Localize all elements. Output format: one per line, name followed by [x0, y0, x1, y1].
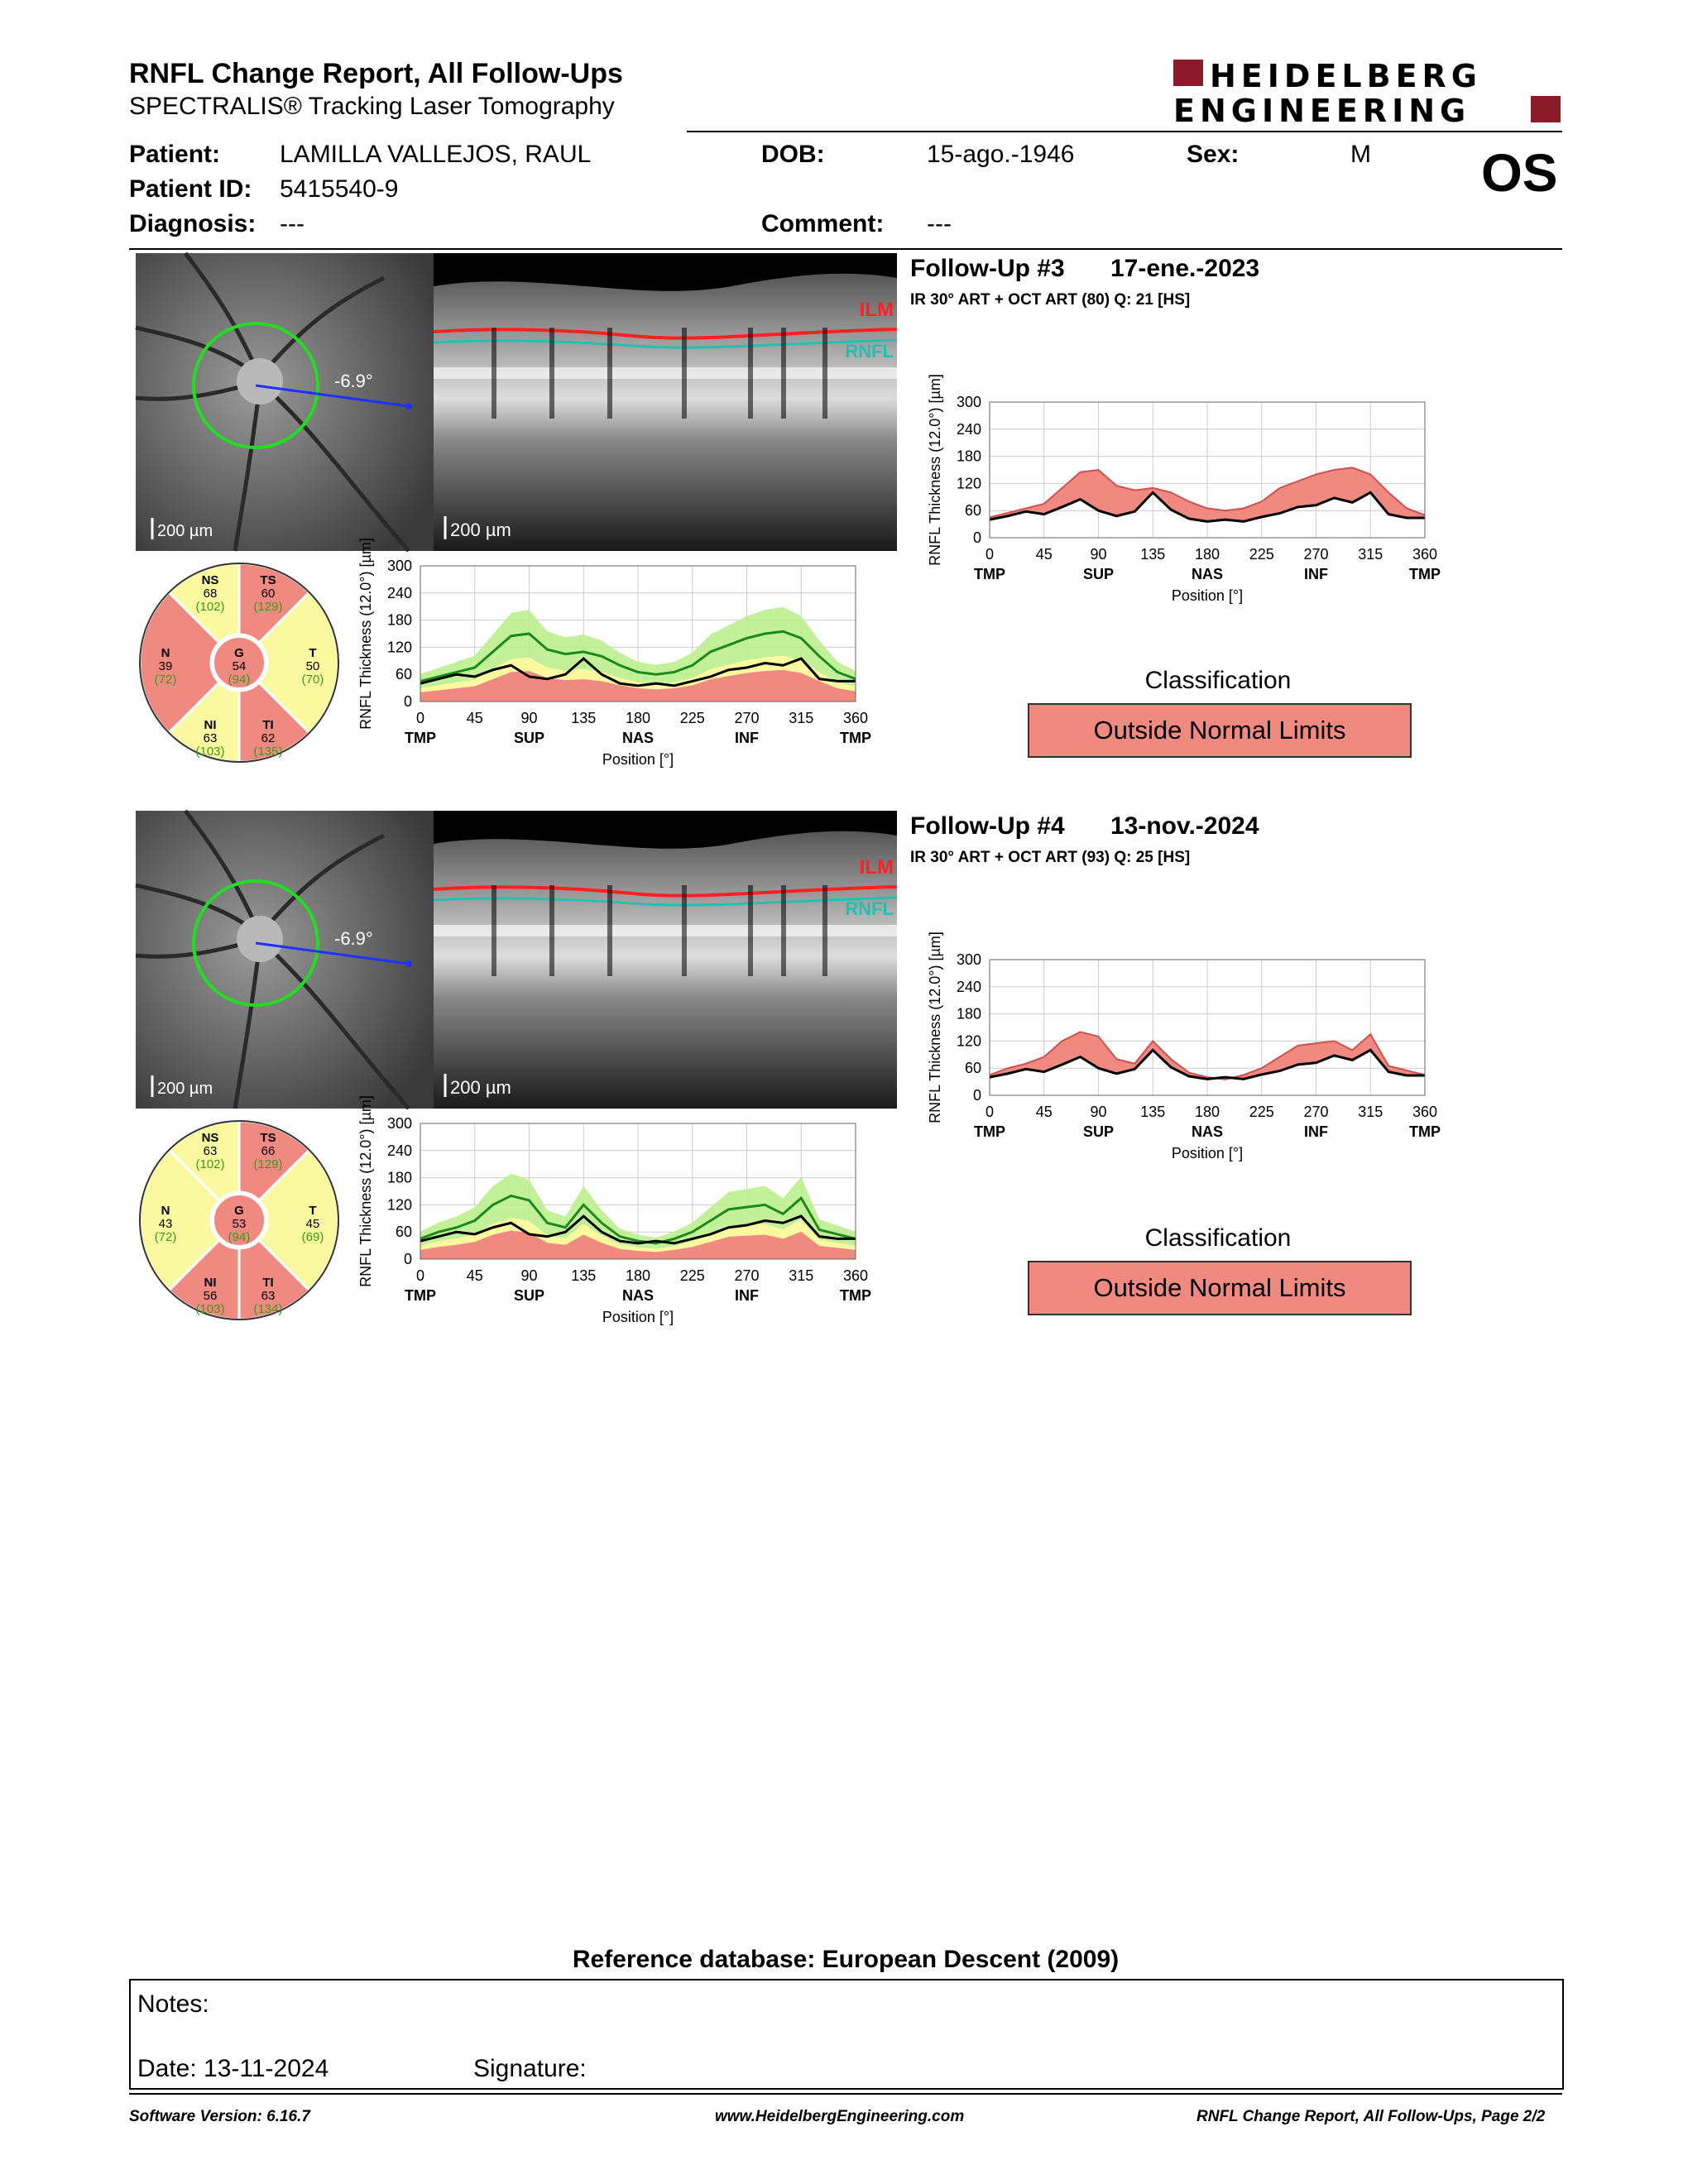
- x-axis-label: Position [°]: [1171, 587, 1244, 604]
- rnfl-label: RNFL: [845, 898, 894, 919]
- vessel-shadow: [822, 885, 827, 976]
- sector-value-ni: 63: [203, 731, 218, 745]
- scan-info: IR 30° ART + OCT ART (93) Q: 25 [HS]: [910, 849, 1191, 866]
- sector-ref-ni: (103): [195, 745, 225, 759]
- sector-axis-label: TMP: [405, 1287, 436, 1304]
- fundus-background: [136, 811, 434, 1109]
- x-tick-label: 45: [466, 710, 483, 726]
- y-tick-label: 240: [386, 1142, 412, 1159]
- ilm-label: ILM: [859, 299, 894, 321]
- y-tick-label: 300: [956, 394, 981, 410]
- x-tick-label: 225: [679, 710, 705, 726]
- patient-rule: [129, 248, 1562, 250]
- sector-axis-label: INF: [735, 1287, 759, 1304]
- rnfl-thickness-chart: [920, 932, 1441, 1183]
- comment-label: Comment:: [761, 210, 885, 237]
- patient-id-value: 5415540-9: [280, 175, 399, 203]
- fundus-ir-image: [136, 253, 434, 551]
- sector-value-ts: 66: [261, 1144, 276, 1158]
- x-tick-label: 225: [1249, 546, 1274, 563]
- sector-value-t: 50: [305, 659, 320, 673]
- x-tick-label: 0: [985, 546, 995, 563]
- diagnosis-value: ---: [280, 210, 305, 237]
- sector-axis-label: TMP: [974, 1123, 1005, 1140]
- sector-axis-label: TMP: [974, 566, 1005, 582]
- x-tick-label: 225: [679, 1267, 705, 1284]
- followup-date: 13-nov.-2024: [1110, 812, 1259, 840]
- x-tick-label: 270: [734, 710, 760, 726]
- y-tick-label: 0: [972, 1087, 981, 1104]
- angle-label: -6.9°: [334, 928, 373, 949]
- sector-ref-t: (70): [301, 673, 324, 687]
- vessel-shadow: [492, 885, 496, 976]
- vessel-shadow: [781, 885, 786, 976]
- x-tick-label: 0: [985, 1104, 995, 1120]
- sector-value-g: 54: [232, 659, 247, 673]
- sector-label-t: T: [309, 1204, 317, 1218]
- vessel-shadow: [682, 328, 687, 419]
- sector-axis-label: TMP: [1409, 566, 1441, 582]
- sector-label-g: G: [234, 1204, 244, 1218]
- y-axis-label: RNFL Thickness (12.0°) [µm]: [927, 932, 943, 1123]
- sector-axis-label: INF: [735, 730, 759, 746]
- y-tick-label: 240: [386, 584, 412, 601]
- y-axis-label: RNFL Thickness (12.0°) [µm]: [357, 538, 374, 730]
- sector-ref-ti: (134): [253, 1302, 283, 1316]
- vessel-shadow: [607, 328, 612, 419]
- sector-axis-label: TMP: [405, 730, 436, 746]
- logo-line-1: HEIDELBERG: [1210, 58, 1482, 94]
- signature-label: Signature:: [473, 2055, 587, 2082]
- y-tick-label: 120: [956, 475, 981, 492]
- y-tick-label: 60: [964, 1060, 981, 1077]
- company-logo: [1173, 58, 1562, 127]
- vessel-shadow: [492, 328, 496, 419]
- x-tick-label: 180: [625, 710, 651, 726]
- x-tick-label: 180: [1194, 1104, 1220, 1120]
- sector-ref-n: (72): [154, 1230, 177, 1244]
- x-tick-label: 45: [1035, 1104, 1053, 1120]
- x-tick-label: 360: [842, 710, 869, 726]
- sector-label-ti: TI: [262, 718, 274, 732]
- y-tick-label: 180: [956, 448, 981, 465]
- sex-value: M: [1350, 141, 1371, 168]
- x-tick-label: 270: [1303, 1104, 1329, 1120]
- sector-axis-label: TMP: [1409, 1123, 1441, 1140]
- followup-heading: Follow-Up #3: [910, 255, 1065, 282]
- notes-label: Notes:: [137, 1990, 209, 2018]
- sector-value-g: 53: [232, 1217, 247, 1231]
- y-tick-label: 180: [386, 1169, 412, 1186]
- sector-axis-label: NAS: [621, 1287, 655, 1304]
- sector-ref-ni: (103): [195, 1302, 225, 1316]
- sector-ref-t: (69): [301, 1230, 324, 1244]
- sector-label-ti: TI: [262, 1276, 274, 1290]
- x-axis-label: Position [°]: [1171, 1145, 1244, 1161]
- sector-axis-label: INF: [1304, 1123, 1328, 1140]
- x-tick-label: 315: [789, 710, 814, 726]
- footer-rule: [129, 2093, 1562, 2095]
- sector-value-ti: 62: [261, 731, 276, 745]
- eye-label: OS: [1481, 143, 1558, 203]
- sector-value-ts: 60: [261, 587, 276, 601]
- scale-bar-label: 200 µm: [157, 1080, 213, 1098]
- classification-title: Classification: [1144, 667, 1292, 694]
- comment-value: ---: [927, 210, 952, 237]
- scan-info: IR 30° ART + OCT ART (80) Q: 21 [HS]: [910, 291, 1191, 309]
- page-indicator: RNFL Change Report, All Follow-Ups, Page 2/2: [1196, 2108, 1546, 2125]
- y-tick-label: 0: [972, 529, 981, 546]
- classification-result: Outside Normal Limits: [1028, 703, 1412, 758]
- software-version: Software Version: 6.16.7: [129, 2108, 310, 2125]
- rnfl-label: RNFL: [845, 341, 894, 362]
- y-tick-label: 240: [956, 420, 981, 438]
- y-axis-label: RNFL Thickness (12.0°) [µm]: [357, 1095, 374, 1287]
- patient-label: Patient:: [129, 141, 221, 168]
- sector-ref-n: (72): [154, 673, 177, 687]
- x-axis-label: Position [°]: [602, 751, 674, 768]
- sector-label-ns: NS: [201, 1131, 219, 1145]
- date-label: Date: 13-11-2024: [137, 2055, 329, 2082]
- vessel-shadow: [549, 328, 554, 419]
- followup-date: 17-ene.-2023: [1110, 255, 1260, 282]
- sector-axis-label: NAS: [621, 730, 655, 746]
- y-tick-label: 120: [956, 1032, 981, 1050]
- classification-title: Classification: [1144, 1224, 1292, 1252]
- x-tick-label: 0: [415, 1267, 425, 1284]
- vessel-shadow: [822, 328, 827, 419]
- y-tick-label: 300: [956, 951, 981, 968]
- sector-axis-label: SUP: [513, 1287, 545, 1304]
- y-tick-label: 60: [964, 502, 981, 520]
- sector-label-t: T: [309, 646, 317, 660]
- report-title: RNFL Change Report, All Follow-Ups: [129, 58, 623, 89]
- ilm-label: ILM: [859, 856, 894, 879]
- logo-square-top: [1173, 60, 1203, 86]
- diagnosis-label: Diagnosis:: [129, 210, 257, 237]
- vessel-shadow: [748, 885, 753, 976]
- y-tick-label: 60: [395, 666, 412, 683]
- sector-ref-ns: (102): [195, 600, 225, 614]
- sector-value-ns: 68: [203, 587, 218, 601]
- x-tick-label: 135: [1140, 546, 1166, 563]
- y-tick-label: 120: [386, 639, 412, 656]
- sector-ref-ts: (129): [253, 1157, 283, 1171]
- x-tick-label: 90: [520, 710, 538, 726]
- optic-disc: [237, 358, 283, 405]
- vessel-shadow: [748, 328, 753, 419]
- logo-line-2: ENGINEERING: [1173, 93, 1471, 129]
- report-subtitle: SPECTRALIS® Tracking Laser Tomography: [129, 93, 615, 120]
- angle-label: -6.9°: [334, 371, 373, 391]
- reference-database: Reference database: European Descent (2009): [572, 1946, 1120, 1973]
- sector-axis-label: SUP: [513, 730, 545, 746]
- x-tick-label: 360: [842, 1267, 869, 1284]
- dob-label: DOB:: [761, 141, 825, 168]
- sector-thickness-map: [136, 559, 343, 766]
- fovea-marker: [405, 403, 412, 410]
- vessel-shadow: [607, 885, 612, 976]
- y-tick-label: 120: [386, 1196, 412, 1214]
- fovea-marker: [405, 960, 412, 967]
- logo-square-bottom: [1531, 96, 1561, 122]
- x-tick-label: 270: [734, 1267, 760, 1284]
- y-tick-label: 0: [403, 1251, 412, 1267]
- rnfl-thickness-chart: [920, 374, 1441, 625]
- y-axis-label: RNFL Thickness (12.0°) [µm]: [927, 374, 943, 566]
- website-link[interactable]: www.HeidelbergEngineering.com: [715, 2108, 965, 2125]
- sector-value-ni: 56: [203, 1289, 218, 1303]
- x-tick-label: 90: [1090, 1104, 1107, 1120]
- sector-axis-label: TMP: [840, 730, 871, 746]
- sector-label-ts: TS: [260, 1131, 276, 1145]
- x-tick-label: 135: [571, 710, 597, 726]
- sector-axis-label: TMP: [840, 1287, 871, 1304]
- followup-section-4: [0, 811, 1688, 1373]
- x-axis-label: Position [°]: [602, 1309, 674, 1325]
- vessel-shadow: [549, 885, 554, 976]
- sector-value-ns: 63: [203, 1144, 218, 1158]
- sector-ref-ts: (129): [253, 600, 283, 614]
- sector-axis-label: INF: [1304, 566, 1328, 582]
- sector-axis-label: NAS: [1191, 1123, 1224, 1140]
- oct-bscan-image: [434, 253, 897, 551]
- sector-label-ns: NS: [201, 573, 219, 587]
- sector-ref-ns: (102): [195, 1157, 225, 1171]
- x-tick-label: 360: [1412, 1104, 1438, 1120]
- y-tick-label: 240: [956, 978, 981, 995]
- scale-bar-label: 200 µm: [450, 520, 511, 540]
- patient-name: LAMILLA VALLEJOS, RAUL: [280, 141, 592, 168]
- vessel-shadow: [781, 328, 786, 419]
- y-tick-label: 300: [386, 1115, 412, 1132]
- x-tick-label: 225: [1249, 1104, 1274, 1120]
- y-tick-label: 300: [386, 558, 412, 574]
- y-tick-label: 180: [956, 1005, 981, 1023]
- x-tick-label: 45: [1035, 546, 1053, 563]
- x-tick-label: 90: [520, 1267, 538, 1284]
- sector-value-n: 43: [158, 1217, 173, 1231]
- sector-axis-label: SUP: [1082, 566, 1115, 582]
- y-tick-label: 0: [403, 693, 412, 710]
- sector-ref-ti: (135): [253, 745, 283, 759]
- sector-axis-label: SUP: [1082, 1123, 1115, 1140]
- x-tick-label: 0: [415, 710, 425, 726]
- scale-bar-label: 200 µm: [450, 1077, 511, 1098]
- vessel-shadow: [682, 885, 687, 976]
- fundus-background: [136, 253, 434, 551]
- scale-bar-label: 200 µm: [157, 522, 213, 540]
- classification-result: Outside Normal Limits: [1028, 1261, 1412, 1315]
- x-tick-label: 270: [1303, 546, 1329, 563]
- y-tick-label: 60: [395, 1224, 412, 1241]
- rnfl-thickness-chart: [351, 538, 871, 789]
- sector-label-n: N: [161, 1204, 170, 1218]
- y-tick-label: 180: [386, 611, 412, 629]
- fundus-ir-image: [136, 811, 434, 1109]
- sector-label-ni: NI: [204, 718, 217, 732]
- x-tick-label: 315: [1358, 1104, 1383, 1120]
- x-tick-label: 135: [571, 1267, 597, 1284]
- sector-thickness-map: [136, 1117, 343, 1324]
- optic-disc: [237, 916, 283, 962]
- x-tick-label: 180: [1194, 546, 1220, 563]
- sector-label-ni: NI: [204, 1276, 217, 1290]
- oct-bscan-image: [434, 811, 897, 1109]
- sector-label-ts: TS: [260, 573, 276, 587]
- sector-label-n: N: [161, 646, 170, 660]
- sector-ref-g: (94): [228, 1230, 251, 1244]
- x-tick-label: 360: [1412, 546, 1438, 563]
- patient-id-label: Patient ID:: [129, 175, 252, 203]
- sector-axis-label: NAS: [1191, 566, 1224, 582]
- x-tick-label: 45: [466, 1267, 483, 1284]
- x-tick-label: 135: [1140, 1104, 1166, 1120]
- sector-label-g: G: [234, 646, 244, 660]
- x-tick-label: 90: [1090, 546, 1107, 563]
- followup-heading: Follow-Up #4: [910, 812, 1065, 840]
- sector-ref-g: (94): [228, 673, 251, 687]
- dob-value: 15-ago.-1946: [927, 141, 1075, 168]
- rnfl-thickness-chart: [351, 1095, 871, 1347]
- header-rule: [687, 131, 1562, 132]
- x-tick-label: 180: [625, 1267, 651, 1284]
- sex-label: Sex:: [1187, 141, 1240, 168]
- sector-value-n: 39: [158, 659, 173, 673]
- notes-box: [129, 1979, 1564, 2090]
- x-tick-label: 315: [789, 1267, 814, 1284]
- sector-value-ti: 63: [261, 1289, 276, 1303]
- sector-value-t: 45: [305, 1217, 320, 1231]
- followup-section-3: [0, 253, 1688, 816]
- x-tick-label: 315: [1358, 546, 1383, 563]
